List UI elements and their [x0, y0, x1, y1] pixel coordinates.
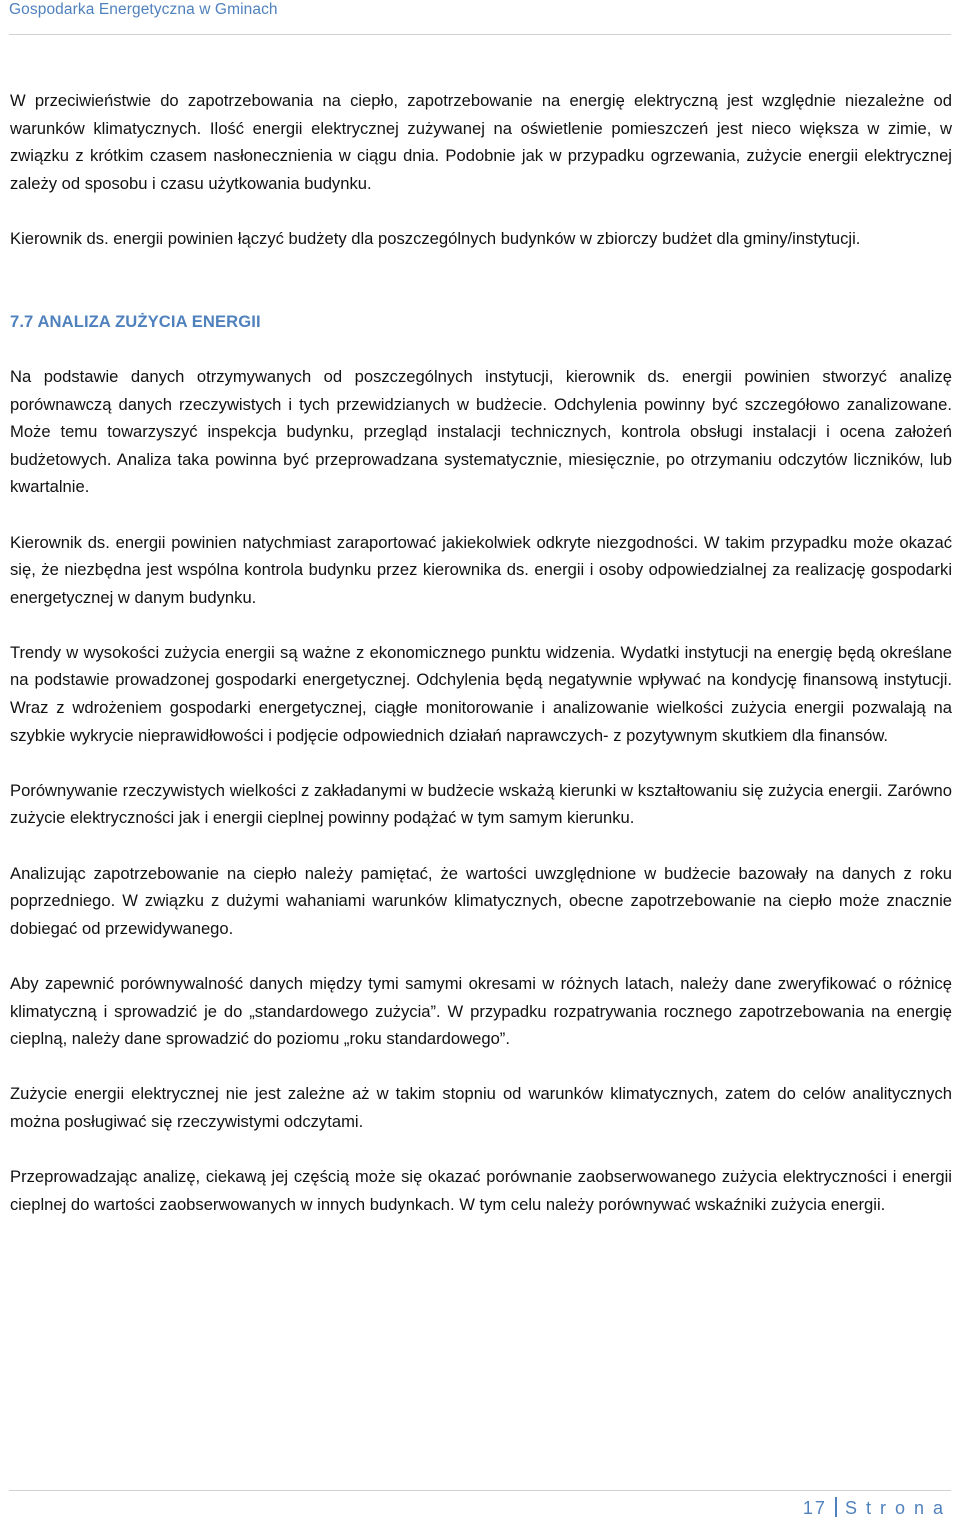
paragraph: Porównywanie rzeczywistych wielkości z zakładanymi w budżecie wskażą kierunki w kształtowaniu się zużycia energii. Zarówno zużycie elektryczności jak i energii cieplnej powinny podążać w tym samym kierunku.	[10, 780, 952, 828]
paragraph: Przeprowadzając analizę, ciekawą jej częścią może się okazać porównanie zaobserwowanego zużycia elektryczności i energii cieplnej do wartości zaobserwowanych w innych budynkach. W tym celu należy porównywać wskaźniki zużycia energii.	[10, 1167, 952, 1214]
page-number-separator	[835, 1497, 837, 1517]
paragraph: Zużycie energii elektrycznej nie jest zależne aż w takim stopniu od warunków klimatycznych, zatem do celów analitycznych można posługiwać się rzeczywistymi odczytami.	[10, 1084, 952, 1131]
paragraph: Kierownik ds. energii powinien łączyć budżety dla poszczególnych budynków w zbiorczy budżet dla gminy/instytucji.	[10, 228, 861, 248]
paragraph: Na podstawie danych otrzymywanych od poszczególnych instytucji, kierownik ds. energii powinien stworzyć analizę porównawczą danych rzeczywistych i tych przewidzianych w budżecie. Odchylenia powinny być szczegółowo zanalizowane. Może temu towarzyszyć inspekcja budynku, przegląd instalacji technicznych, kontrola obsługi instalacji i ocena założeń budżetowych. Analiza taka powinna być przeprowadzana systematycznie, miesięcznie, po otrzymaniu odczytów liczników, lub kwartalnie.	[10, 366, 952, 497]
page-header	[9, 0, 951, 35]
page-number-value: 17	[802, 1498, 827, 1518]
paragraph: Trendy w wysokości zużycia energii są ważne z ekonomicznego punktu widzenia. Wydatki instytucji na energię będą określane na podstawie prowadzonej gospodarki energetycznej. Odchylenia będą negatywnie wpływać na kondycję finansową instytucji. Wraz z wdrożeniem gospodarki energetycznej, ciągłe monitorowanie i analizowanie wielkości zużycia energii pozwalają na szybkie wykrycie nieprawidłowości i podjęcie odpowiednich działań naprawczych- z pozytywnym skutkiem dla finansów.	[10, 642, 952, 745]
paragraph: Kierownik ds. energii powinien natychmiast zaraportować jakiekolwiek odkryte niezgodności. W takim przypadku może okazać się, że niezbędna jest wspólna kontrola budynku przez kierownika ds. energii i osoby odpowiedzialnej za realizację gospodarki energetycznej w danym budynku.	[10, 532, 952, 607]
page-label: S t r o n a	[844, 1498, 945, 1518]
paragraph: Aby zapewnić porównywalność danych między tymi samymi okresami w różnych latach, należy dane zweryfikować o różnicę klimatyczną i sprowadzić je do „standardowego zużycia”. W przypadku rozpatrywania rocznego zapotrzebowania na energię cieplną, należy dane sprowadzić do poziomu „roku standardowego”.	[10, 974, 952, 1049]
document-body	[10, 87, 952, 1218]
paragraph: W przeciwieństwie do zapotrzebowania na ciepło, zapotrzebowanie na energię elektryczną jest względnie niezależne od warunków klimatycznych. Ilość energii elektrycznej zużywanej na oświetlenie pomieszczeń jest nieco większa w zimie, w związku z krótkim czasem nasłonecznienia w ciągu dnia. Podobnie jak w przypadku ogrzewania, zużycie energii elektrycznej zależy od sposobu i czasu użytkowania budynku.	[10, 91, 952, 193]
page-footer	[9, 1490, 951, 1521]
header-title: Gospodarka Energetyczna w Gminach	[9, 1, 278, 18]
paragraph: Analizując zapotrzebowanie na ciepło należy pamiętać, że wartości uwzględnione w budżecie bazowały na danych z roku poprzedniego. W związku z dużymi wahaniami warunków klimatycznych, obecne zapotrzebowanie na ciepło może znacznie dobiegać od przewidywanego.	[10, 863, 952, 938]
page-number	[803, 1497, 945, 1519]
section-heading: 7.7 ANALIZA ZUŻYCIA ENERGII	[10, 311, 261, 331]
